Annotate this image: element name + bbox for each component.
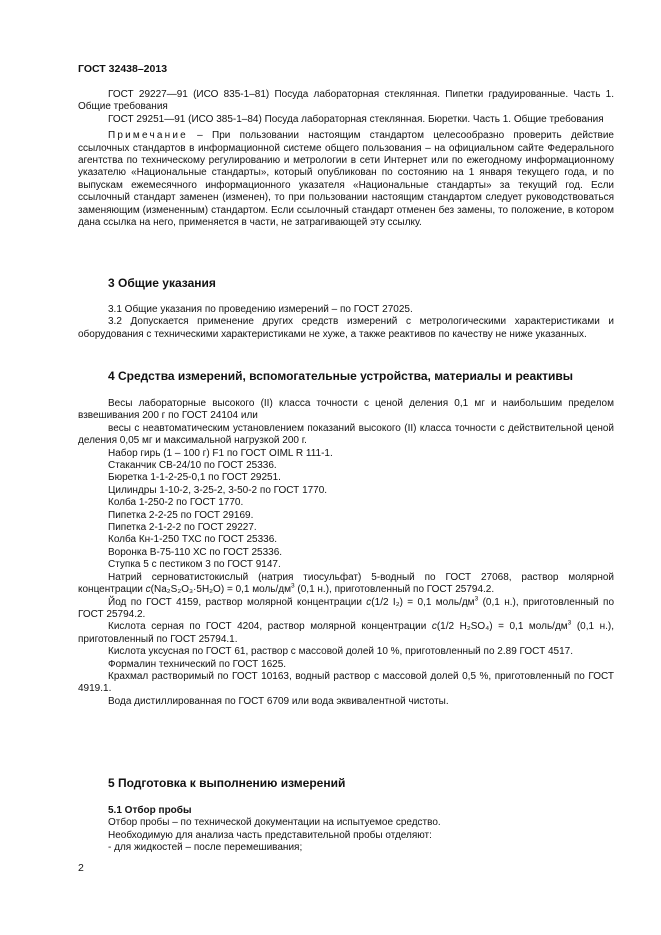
reference-item: ГОСТ 29251—91 (ИСО 385-1–84) Посуда лабораторная стеклянная. Бюретки. Часть 1. Общие требования [108,113,604,125]
equipment-list [78,448,614,572]
section-4 [78,369,614,708]
reagent-acetic-acid: Кислота уксусная по ГОСТ 61, раствор с массовой долей 10 %, приготовленный по 2.89 ГОСТ 4517. [108,646,573,658]
equipment-item: Цилиндры 1-10-2, 3-25-2, 3-50-2 по ГОСТ 1770. [108,484,328,496]
note-text: – При пользовании настоящим стандартом целесообразно проверить действие ссылочных стандартов в информационной системе общего пользования – на официальном сайте Федерального агентства по техническому регулированию и метрологии в сети Интернет или по ежегодному информационному указателю «Национальные стандарты», который опубликован по состоянию на 1 января текущего года, и по выпускам ежемесячного информационного указателя «Национальные стандарты» за текущий год. Если ссылочный стандарт заменен (изменен), то при пользовании настоящим стандартом следует руководствоваться заменяющим (измененным) стандартом. Если ссылочный стандарт отменен без замены, то положение, в котором дана ссылка на него, применяется в части, не затрагивающей эту ссылку. [78,130,614,229]
section-5-title: 5 Подготовка к выполнению измерений [108,776,346,790]
equipment-item: Стаканчик СВ-24/10 по ГОСТ 25336. [108,460,277,472]
references-block [78,89,614,229]
note-paragraph [78,130,614,229]
equipment-item: Пипетка 2-2-25 по ГОСТ 29169. [108,509,254,521]
paragraph-scales-2: весы с неавтоматическим установлением показаний высокого (II) класса точности с действительной ценой деления 0,05 мг и максимальной нагрузкой 200 г. [78,422,614,447]
equipment-item: Колба Кн-1-250 ТХС по ГОСТ 25336. [108,534,278,546]
document-code-header: ГОСТ 32438–2013 [78,63,168,75]
paragraph-3-1: 3.1 Общие указания по проведению измерений – по ГОСТ 27025. [108,304,413,315]
reagent-iodine: Йод по ГОСТ 4159, раствор молярной концентрации c(1/2 I₂) = 0,1 моль/$дм^3$ (0,1 н.), приготовленный по ГОСТ 25794.2. [78,595,615,620]
reagent-thiosulfate: Натрий серноватистокислый (натрия тиосульфат) 5-водный по ГОСТ 27068, раствор молярной концентрации c(Na₂S₂O₃·5H₂O) = 0,1 моль/$дм^3$ (0,1 н.), приготовленный по ГОСТ 25794.2. [78,571,614,596]
equipment-item: Набор гирь (1 – 100 г) F1 по ГОСТ OIML R 111-1. [108,447,333,459]
equipment-item: Ступка 5 с пестиком 3 по ГОСТ 9147. [108,559,281,571]
subsection-5-1-title: 5.1 Отбор пробы [108,805,192,816]
section-3 [78,276,614,341]
page-number: 2 [78,862,84,874]
equipment-item: Бюретка 1-1-2-25-0,1 по ГОСТ 29251. [108,472,281,484]
section-4-title: 4 Средства измерений, вспомогательные устройства, материалы и реактивы [108,369,574,383]
paragraph-3-2: 3.2 Допускается применение других средств измерений с метрологическими характеристиками и оборудования с техническими характеристиками не хуже, а также реактивов по качеству не ниже указанных. [78,316,614,340]
equipment-item: Пипетка 2-1-2-2 по ГОСТ 29227. [108,522,257,534]
section-3-title: 3 Общие указания [108,276,216,290]
paragraph-5-1-1: Отбор пробы – по технической документации на испытуемое средство. [108,817,441,829]
note-label: Примечание [108,130,188,142]
equipment-item: Колба 1-250-2 по ГОСТ 1770. [108,497,244,509]
paragraph-scales-1: Весы лабораторные высокого (II) класса точности с ценой деления 0,1 мг и наибольшим пределом взвешивания 200 г по ГОСТ 24104 или [78,398,614,422]
paragraph-5-1-2: Необходимую для анализа часть представительной пробы отделяют: [108,829,432,841]
reagent-starch: Крахмал растворимый по ГОСТ 10163, водный раствор с массовой долей 0,5 %, приготовленный по ГОСТ 4919.1. [78,670,614,695]
reagent-sulfuric-acid: Кислота серная по ГОСТ 4204, раствор молярной концентрации c(1/2 H₂SO₄) = 0,1 моль/$дм^3$ (0,1 н.), приготовленный по ГОСТ 25794.1. [78,619,615,645]
reagent-water: Вода дистиллированная по ГОСТ 6709 или вода эквивалентной чистоты. [108,695,449,707]
section-5 [78,776,614,855]
equipment-item: Воронка В-75-110 ХС по ГОСТ 25336. [108,546,283,558]
reference-item: ГОСТ 29227—91 (ИСО 835-1–81) Посуда лабораторная стеклянная. Пипетки градуированные. Часть 1. Общие требования [78,89,614,113]
reagent-formalin: Формалин технический по ГОСТ 1625. [108,658,287,670]
paragraph-5-1-3: - для жидкостей – после перемешивания; [108,842,303,854]
